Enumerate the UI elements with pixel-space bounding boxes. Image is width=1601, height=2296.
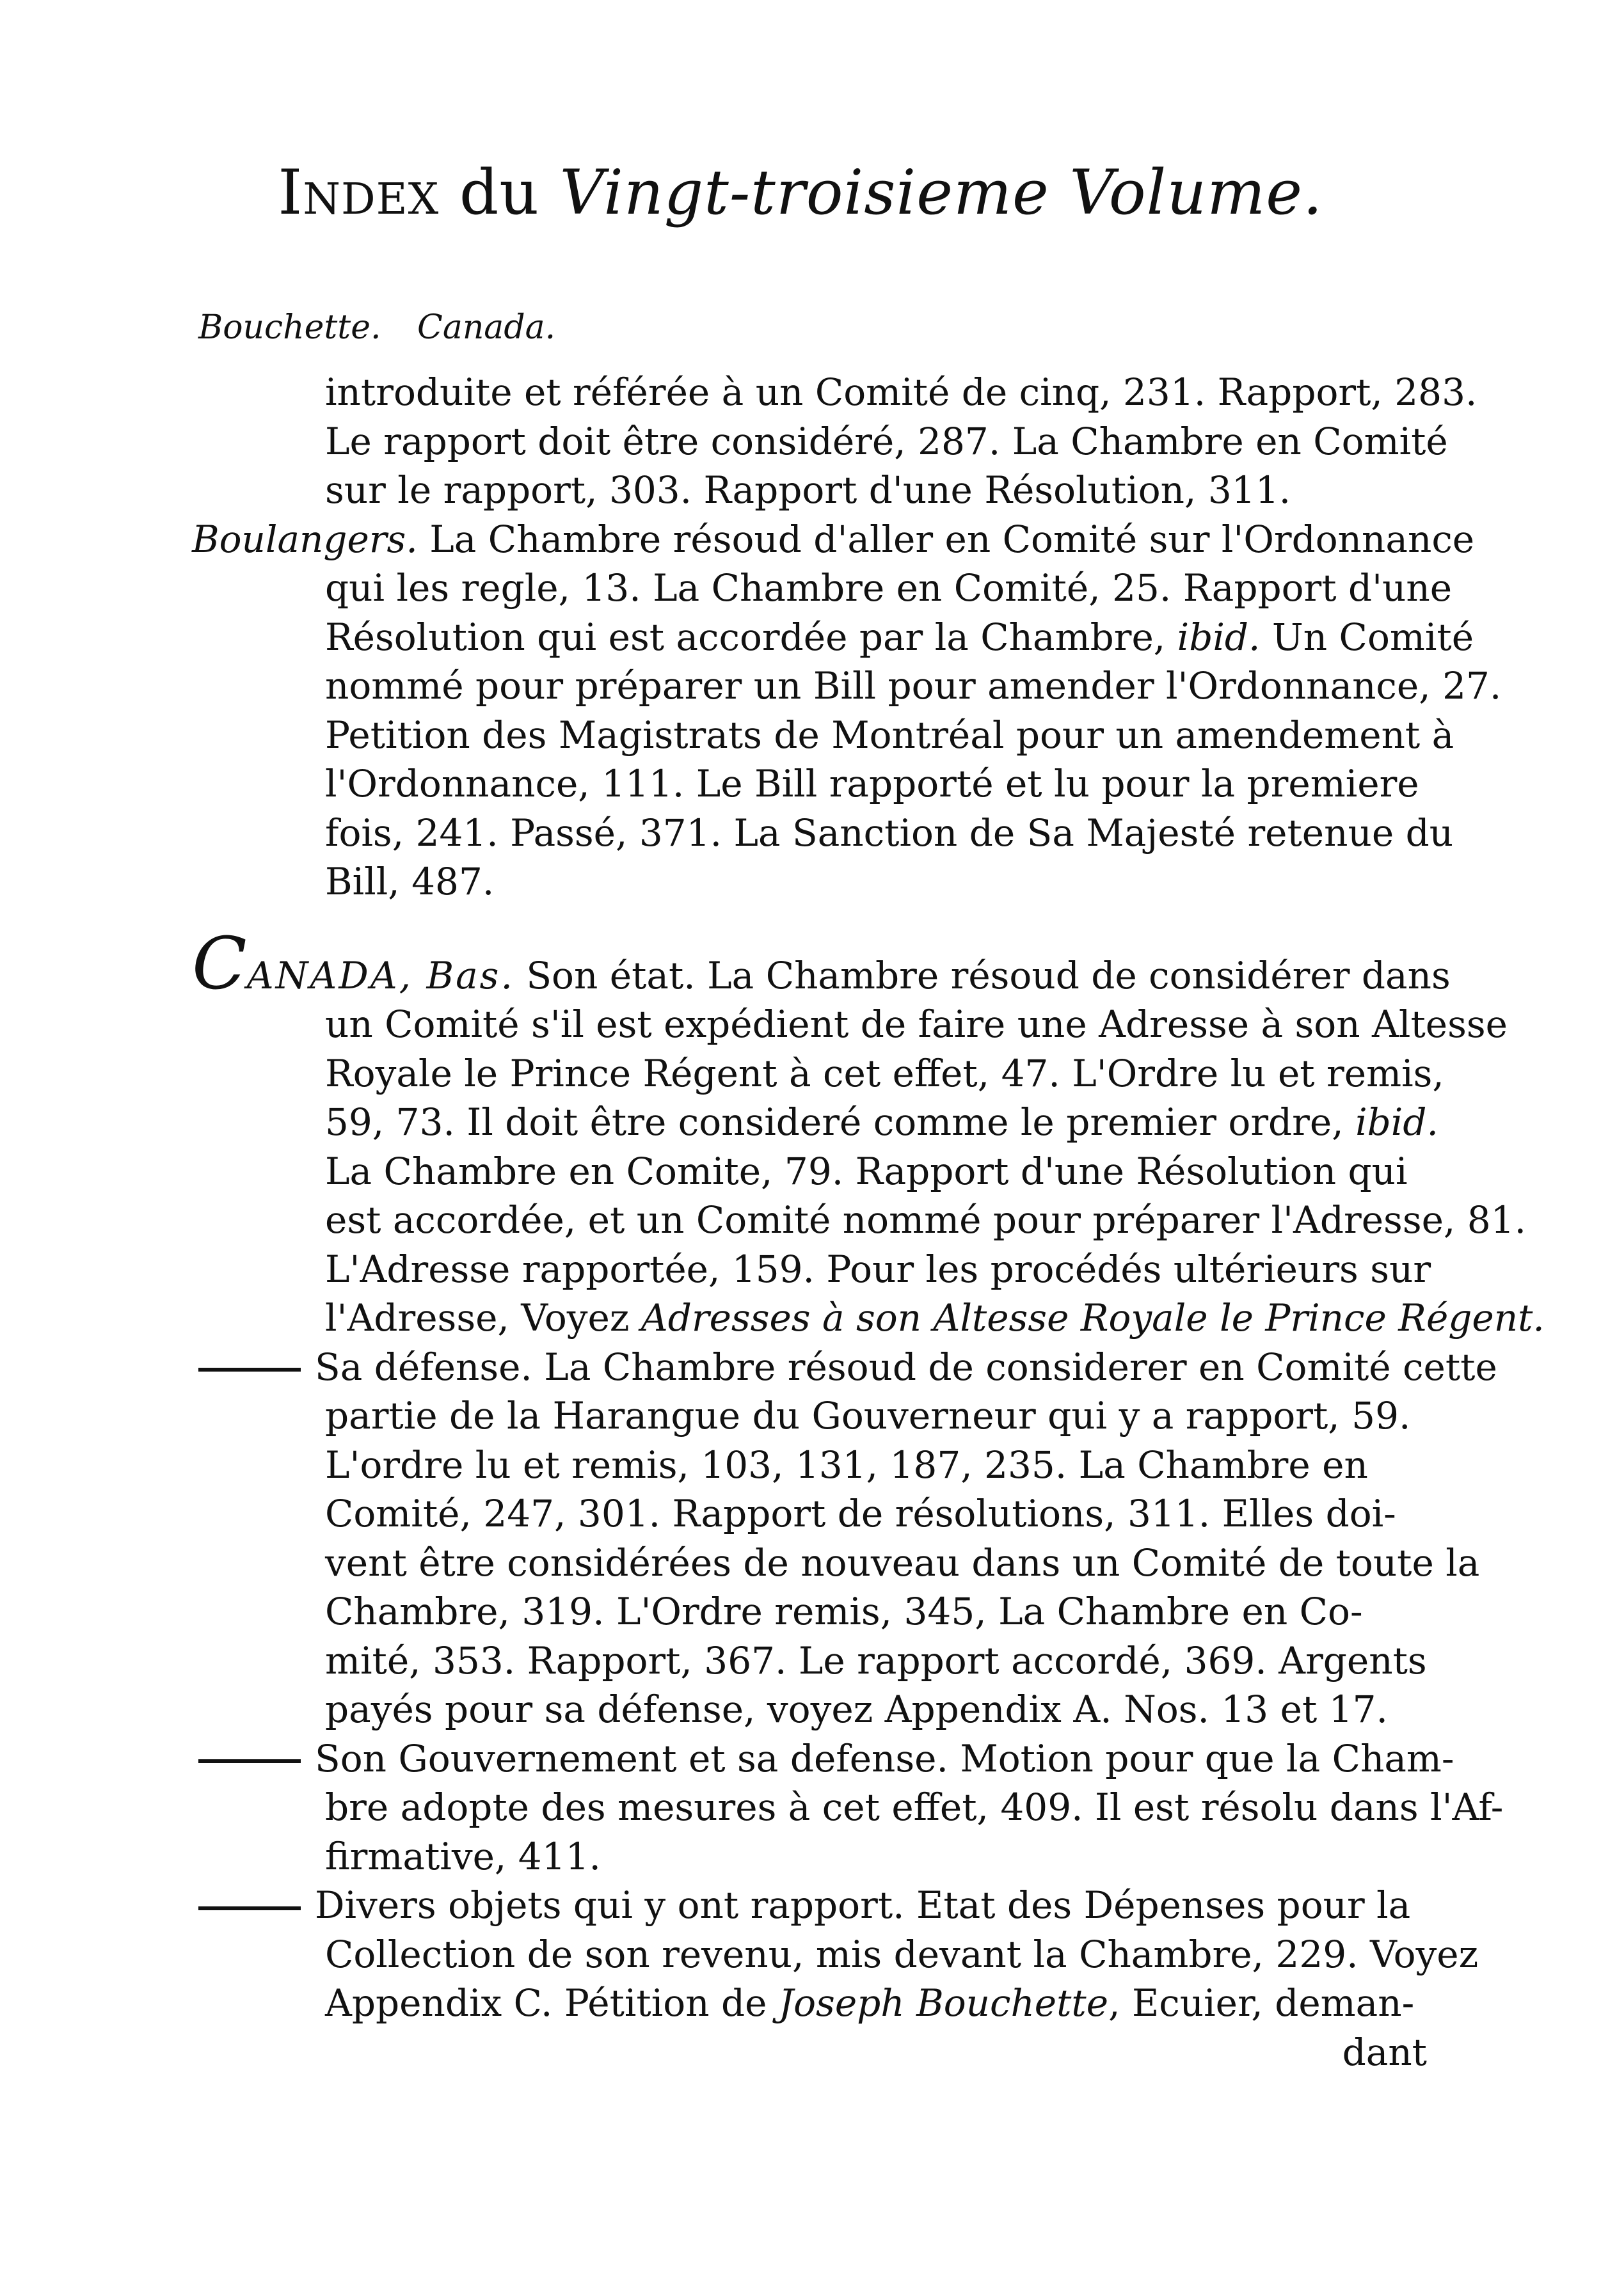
entry-line: sur le rapport, 303. Rapport d'une Résolution, 311. — [325, 468, 1291, 512]
title-mid: du — [439, 157, 560, 228]
entry-lead: Son Gouvernement et sa defense. — [315, 1736, 948, 1780]
entry-ibid: ibid. — [1355, 1100, 1438, 1144]
title-index: Index — [278, 157, 440, 228]
entry-line: Bill, 487. — [325, 860, 495, 903]
entry-line: vent être considérées de nouveau dans un Comité de toute la — [325, 1540, 1480, 1585]
entry-lead: Divers objets qui y ont rapport. — [315, 1883, 905, 1927]
running-header-left: Bouchette. — [198, 308, 381, 347]
dash-rule — [198, 1368, 301, 1372]
index-entry — [192, 1343, 1497, 1734]
entry-line: un Comité s'il est expédient de faire une Adresse à son Altesse — [325, 1002, 1508, 1046]
entry-line: mité, 353. Rapport, 367. Le rapport accordé, 369. Argents — [325, 1638, 1427, 1682]
entry-line: 59, 73. Il doit être consideré comme le premier ordre, — [325, 1100, 1356, 1144]
entry-line: La Chambre en Comite, 79. Rapport d'une Résolution qui — [325, 1149, 1408, 1193]
entry-line: Royale le Prince Régent à cet effet, 47. L'Ordre lu et remis, — [325, 1051, 1444, 1095]
index-entry — [192, 1881, 1479, 2077]
title-volume: Vingt-troisieme Volume. — [559, 157, 1323, 228]
dash-rule — [198, 1759, 301, 1763]
entry-line: Collection de son revenu, mis devant la Chambre, 229. Voyez — [325, 1932, 1479, 1976]
index-entries — [192, 368, 1545, 2077]
index-entry — [192, 368, 1478, 515]
entry-gap — [192, 907, 1427, 951]
entry-line: qui les regle, 13. La Chambre en Comité, 25. Rapport d'une — [325, 566, 1453, 610]
entry-line: firmative, 411. — [325, 1834, 601, 1878]
running-header — [198, 308, 555, 347]
entry-line: Appendix C. Pétition de — [325, 1981, 779, 2025]
entry-line: bre adopte des mesures à cet effet, 409. Il est résolu dans l'Af- — [325, 1785, 1504, 1829]
entry-initial: C — [192, 922, 247, 1006]
entry-line-tail: , Ecuier, deman- — [1108, 1981, 1415, 2025]
entry-line: Le rapport doit être considéré, 287. La Chambre en Comité — [325, 419, 1448, 463]
page-title — [0, 157, 1601, 228]
entry-cross-reference: Adresses à son Altesse Royale le Prince Régent. — [641, 1296, 1545, 1340]
entry-line: La Chambre résoud de considerer en Comité cette — [532, 1345, 1497, 1389]
entry-headword: ANADA, Bas. — [246, 953, 514, 997]
entry-line: payés pour sa défense, voyez Appendix A. Nos. 13 et 17. — [325, 1688, 1388, 1731]
running-header-right: Canada. — [417, 308, 556, 347]
index-entry — [192, 922, 1545, 1343]
index-entry — [192, 1734, 1504, 1881]
dash-rule — [198, 1906, 301, 1910]
entry-line: Petition des Magistrats de Montréal pour un amendement à — [325, 713, 1454, 757]
entry-line-tail: Un Comité — [1260, 615, 1474, 659]
entry-line: Résolution qui est accordée par la Chambre, — [325, 615, 1177, 659]
entry-lead: Sa défense. — [315, 1345, 532, 1389]
entry-line: L'Adresse rapportée, 159. Pour les procédés ultérieurs sur — [325, 1247, 1431, 1291]
entry-line: nommé pour préparer un Bill pour amender l'Ordonnance, 27. — [325, 664, 1502, 708]
entry-headword: Boulangers. — [192, 517, 418, 561]
entry-line: partie de la Harangue du Gouverneur qui y a rapport, 59. — [325, 1394, 1411, 1437]
entry-line: Son état. La Chambre résoud de considérer dans — [514, 953, 1451, 997]
entry-line: fois, 241. Passé, 371. La Sanction de Sa Majesté retenue du — [325, 811, 1454, 855]
entry-line: introduite et référée à un Comité de cinq, 231. Rapport, 283. — [325, 370, 1478, 414]
entry-line: Etat des Dépenses pour la — [904, 1883, 1411, 1927]
entry-line: Comité, 247, 301. Rapport de résolutions, 311. Elles doi- — [325, 1492, 1396, 1535]
entry-person-name: Joseph Bouchette — [778, 1981, 1109, 2025]
entry-line: l'Ordonnance, 111. Le Bill rapporté et lu pour la premiere — [325, 762, 1419, 805]
entry-line: l'Adresse, Voyez — [325, 1296, 641, 1340]
entry-line: est accordée, et un Comité nommé pour préparer l'Adresse, 81. — [325, 1198, 1527, 1242]
entry-line: L'ordre lu et remis, 103, 131, 187, 235. La Chambre en — [325, 1443, 1368, 1487]
entry-line: La Chambre résoud d'aller en Comité sur l'Ordonnance — [417, 517, 1475, 561]
catchword: dant — [1342, 2030, 1427, 2074]
index-entry — [192, 515, 1502, 907]
entry-ibid: ibid. — [1177, 615, 1261, 659]
entry-line: Chambre, 319. L'Ordre remis, 345, La Chambre en Co- — [325, 1590, 1363, 1633]
entry-line: Motion pour que la Cham- — [948, 1736, 1454, 1780]
